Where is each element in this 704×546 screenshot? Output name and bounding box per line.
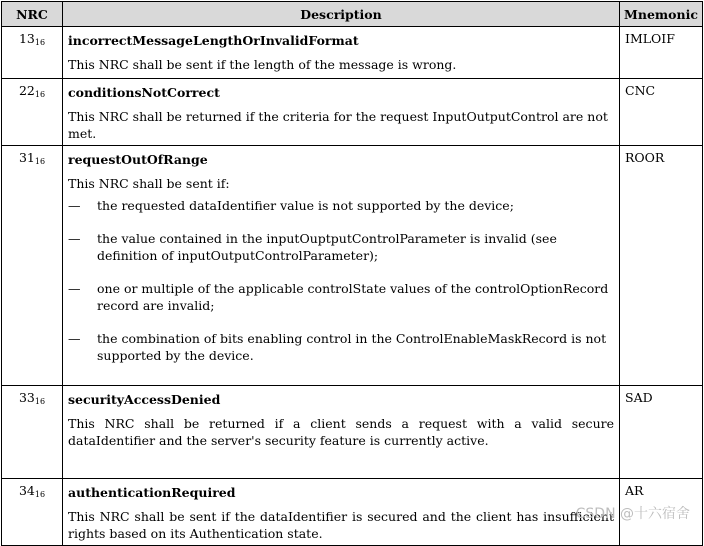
dash-bullet: —	[68, 281, 81, 296]
list-item-text: the value contained in the inputOuptputControlParameter is invalid (see definition of inputOutputControlParameter);	[97, 231, 557, 263]
header-row	[2, 2, 703, 27]
table-row	[2, 27, 703, 79]
dash-bullet: —	[68, 231, 81, 246]
nrc-code-cell	[2, 146, 63, 386]
list-item	[68, 230, 614, 264]
nrc-name: requestOutOfRange	[68, 152, 208, 167]
dash-bullet: —	[68, 331, 81, 346]
nrc-code-cell	[2, 27, 63, 79]
description-cell	[63, 386, 620, 479]
nrc-code-cell	[2, 79, 63, 146]
description-cell	[63, 27, 620, 79]
header-nrc: NRC	[2, 2, 63, 27]
nrc-code-base: 16	[34, 490, 46, 499]
nrc-table	[1, 1, 703, 546]
mnemonic-cell: ROOR	[620, 146, 703, 386]
table-row	[2, 386, 703, 479]
list-item	[68, 330, 614, 364]
header-description: Description	[63, 2, 620, 27]
list-item-text: the requested dataIdentifier value is not supported by the device;	[97, 198, 514, 213]
nrc-code: 22	[18, 83, 35, 98]
watermark: CSDN @十六宿舍	[575, 506, 690, 522]
list-item-text: one or multiple of the applicable controlState values of the controlOptionRecord record are invalid;	[97, 281, 609, 313]
nrc-code-base: 16	[34, 38, 46, 47]
nrc-code: 13	[18, 31, 35, 46]
mnemonic-cell: AR	[620, 479, 703, 546]
nrc-code: 34	[18, 483, 35, 498]
condition-list	[68, 197, 614, 364]
list-item-text: the combination of bits enabling control in the ControlEnableMaskRecord is not supported by the device.	[97, 331, 607, 363]
table-row	[2, 79, 703, 146]
mnemonic-cell: SAD	[620, 386, 703, 479]
nrc-code: 31	[18, 150, 35, 165]
description-cell	[63, 479, 620, 546]
mnemonic-cell: CNC	[620, 79, 703, 146]
nrc-description: This NRC shall be sent if the dataIdentifier is secured and the client has insufficient rights based on its Authentication state.	[68, 509, 614, 541]
nrc-description: This NRC shall be sent if the length of the message is wrong.	[68, 57, 457, 72]
nrc-description: This NRC shall be returned if the criteria for the request InputOutputControl are not met.	[68, 109, 608, 141]
nrc-description: This NRC shall be sent if:	[68, 176, 230, 191]
nrc-code-cell	[2, 386, 63, 479]
nrc-name: securityAccessDenied	[68, 392, 221, 407]
nrc-code: 33	[18, 390, 35, 405]
list-item	[68, 280, 614, 314]
mnemonic-cell: IMLOIF	[620, 27, 703, 79]
table-row	[2, 146, 703, 386]
nrc-code-base: 16	[34, 157, 46, 166]
nrc-code-base: 16	[34, 397, 46, 406]
nrc-code-base: 16	[34, 90, 46, 99]
description-cell	[63, 79, 620, 146]
nrc-name: authenticationRequired	[68, 485, 236, 500]
description-cell	[63, 146, 620, 386]
list-item	[68, 197, 614, 214]
dash-bullet: —	[68, 198, 81, 213]
nrc-description: This NRC shall be returned if a client sends a request with a valid secure dataIdentifier and the server's security feature is currently active.	[68, 416, 614, 448]
nrc-name: incorrectMessageLengthOrInvalidFormat	[68, 33, 359, 48]
nrc-name: conditionsNotCorrect	[68, 85, 220, 100]
nrc-code-cell	[2, 479, 63, 546]
header-mnemonic: Mnemonic	[620, 2, 703, 27]
